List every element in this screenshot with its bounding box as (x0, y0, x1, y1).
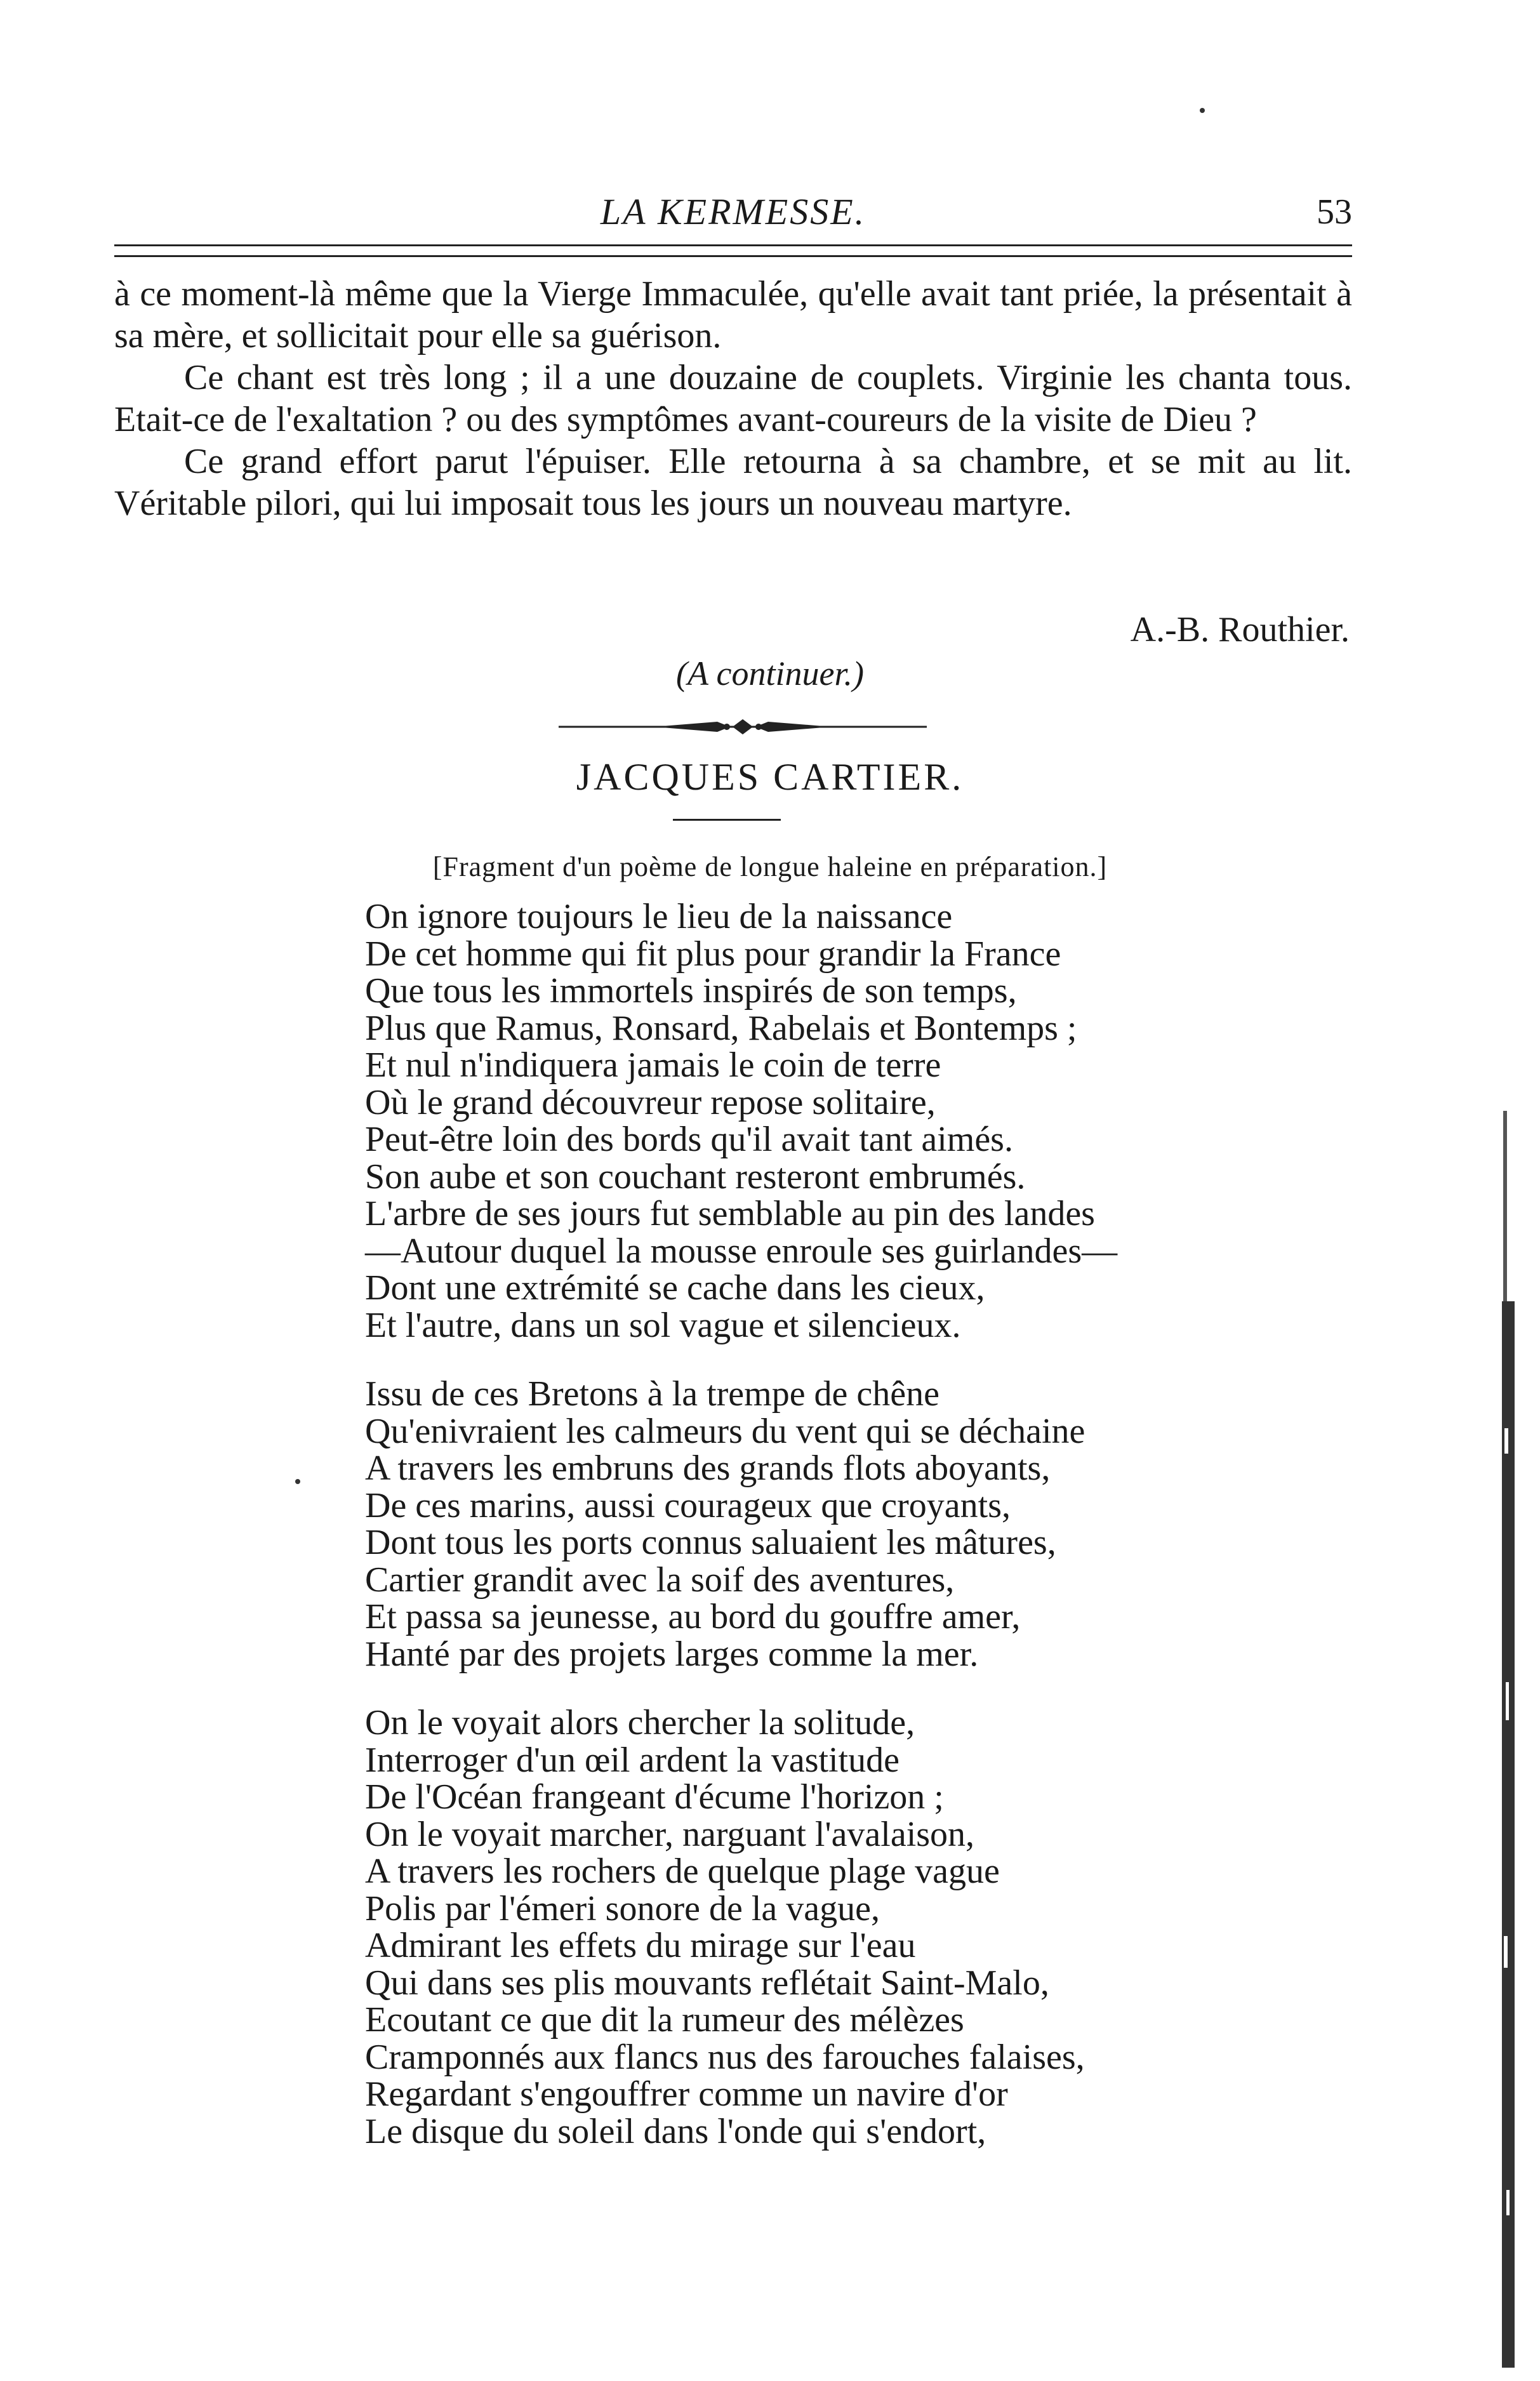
verse-line: Qu'enivraient les calmeurs du vent qui se déchaine (365, 1411, 1085, 1451)
running-head (114, 190, 1352, 235)
continue-note: (A continuer.) (676, 654, 864, 693)
verse-line: On ignore toujours le lieu de la naissance (365, 897, 953, 936)
verse-line: On le voyait marcher, narguant l'avalaison, (365, 1814, 975, 1854)
verse-line: L'arbre de ses jours fut semblable au pin des landes (365, 1194, 1095, 1233)
verse-line: Interroger d'un œil ardent la vastitude (365, 1740, 900, 1780)
author-signature: A.-B. Routhier. (1130, 610, 1350, 649)
verse-line: Issu de ces Bretons à la trempe de chêne (365, 1374, 939, 1414)
scan-binding-edge (1497, 1111, 1518, 2368)
prose-block (114, 273, 1352, 524)
verse-line: On le voyait alors chercher la solitude, (365, 1703, 915, 1742)
verse-line: Polis par l'émeri sonore de la vague, (365, 1888, 880, 1928)
verse-line: Et l'autre, dans un sol vague et silencieux. (365, 1305, 961, 1345)
verse-line: Plus que Ramus, Ronsard, Rabelais et Bontemps ; (365, 1008, 1077, 1048)
verse-line: Le disque du soleil dans l'onde qui s'endort, (365, 2111, 986, 2151)
poem-title: JACQUES CARTIER. (576, 756, 964, 798)
verse-line: A travers les embruns des grands flots aboyants, (365, 1449, 1051, 1488)
running-title: LA KERMESSE. (600, 191, 866, 232)
verse-line: De l'Océan frangeant d'écume l'horizon ; (365, 1777, 944, 1817)
header-double-rule (114, 244, 1352, 257)
prose-paragraph: à ce moment-là même que la Vierge Immaculée, qu'elle avait tant priée, la présentait à sa mère, et sollicitait pour elle sa guérison. (114, 274, 1352, 355)
verse-line: Qui dans ses plis mouvants reflétait Saint-Malo, (365, 1963, 1049, 2003)
verse-line: Que tous les immortels inspirés de son temps, (365, 971, 1017, 1011)
ornamental-divider (559, 714, 927, 740)
verse-line: Cartier grandit avec la soif des aventures, (365, 1560, 955, 1600)
verse-line: Peut-être loin des bords qu'il avait tant aimés. (365, 1120, 1013, 1159)
verse-line: Admirant les effets du mirage sur l'eau (365, 1926, 916, 1965)
verse-line: —Autour duquel la mousse enroule ses guirlandes— (365, 1231, 1118, 1271)
scan-speck (295, 1479, 300, 1484)
verse-line: Regardant s'engouffrer comme un navire d'or (365, 2074, 1008, 2114)
verse-line: Son aube et son couchant resteront embrumés. (365, 1157, 1026, 1197)
prose-paragraph: Ce grand effort parut l'épuiser. Elle retourna à sa chambre, et se mit au lit. Véritable pilori, qui lui imposait tous les jours un nouveau martyre. (114, 442, 1352, 523)
stanza (365, 898, 1117, 1344)
poem-subtitle: [Fragment d'un poème de longue haleine en préparation.] (432, 851, 1108, 882)
verse-line: Et passa sa jeunesse, au bord du gouffre amer, (365, 1597, 1021, 1636)
stanza (365, 1704, 1117, 2150)
scan-speck (1200, 108, 1205, 113)
stanza (365, 1376, 1117, 1673)
verse-line: Dont une extrémité se cache dans les cieux, (365, 1268, 985, 1308)
verse-line: Ecoutant ce que dit la rumeur des mélèzes (365, 2000, 964, 2039)
verse-line: Dont tous les ports connus saluaient les mâtures, (365, 1523, 1056, 1562)
verse-line: De cet homme qui fit plus pour grandir la France (365, 934, 1061, 974)
page-number: 53 (1317, 192, 1352, 232)
verse-line: Où le grand découvreur repose solitaire, (365, 1082, 936, 1122)
prose-paragraph: Ce chant est très long ; il a une douzaine de couplets. Virginie les chanta tous. Etait-ce de l'exaltation ? ou des symptômes avant-coureurs de la visite de Dieu ? (114, 358, 1352, 439)
verse-line: De ces marins, aussi courageux que croyants, (365, 1485, 1011, 1525)
verse-line: Et nul n'indiquera jamais le coin de terre (365, 1045, 941, 1085)
title-rule (673, 819, 781, 821)
poem (365, 898, 1117, 2182)
verse-line: Hanté par des projets larges comme la mer. (365, 1634, 979, 1674)
verse-line: Cramponnés aux flancs nus des farouches falaises, (365, 2037, 1085, 2077)
verse-line: A travers les rochers de quelque plage vague (365, 1852, 1000, 1891)
